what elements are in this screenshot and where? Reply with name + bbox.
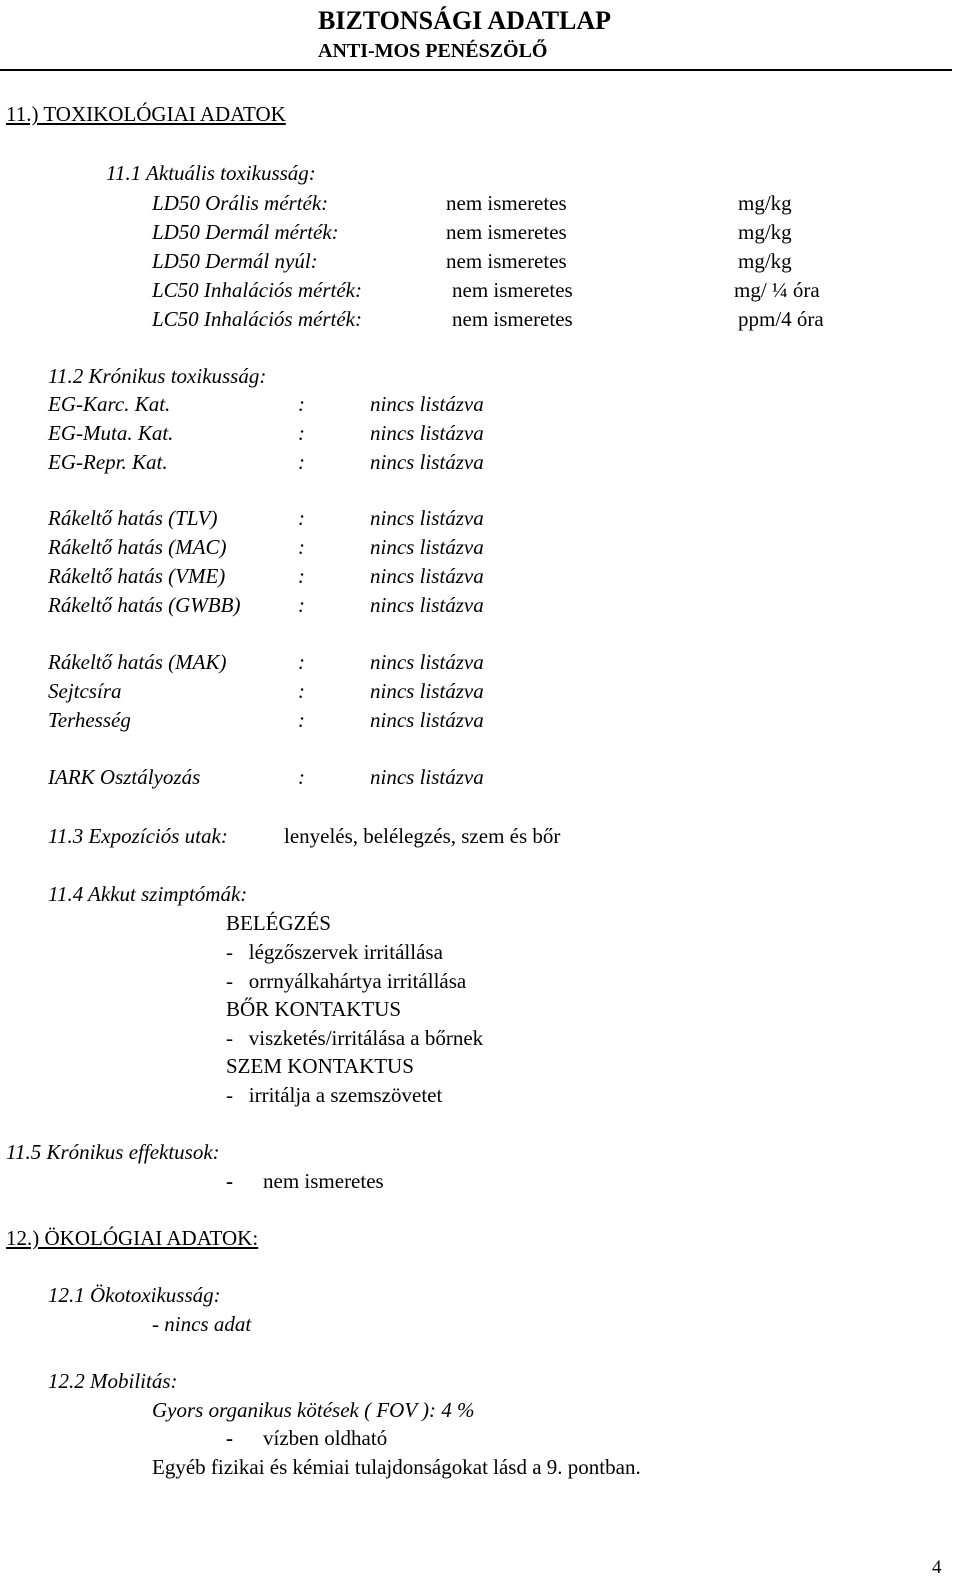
acute-row-label: LD50 Dermál mérték: — [152, 220, 339, 244]
symptom-item: - orrnyálkahártya irritállása — [226, 969, 467, 993]
acute-row-value: nem ismeretes — [452, 278, 573, 302]
symptom-group: BŐR KONTAKTUS — [226, 997, 402, 1021]
symptom-group: BELÉGZÉS — [226, 911, 331, 935]
chronic-row-label: IARK Osztályozás — [48, 765, 201, 789]
chronic-row-separator: : — [298, 679, 305, 703]
chronic-row-separator: : — [298, 450, 305, 474]
header-divider — [0, 69, 952, 71]
chronic-row-value: nincs listázva — [370, 392, 484, 416]
chronic-row-label: Rákeltő hatás (MAC) — [48, 535, 227, 559]
symptom-item: - irritálja a szemszövetet — [226, 1083, 443, 1107]
chronic-row-value: nincs listázva — [370, 593, 484, 617]
chronic-row-label: EG-Repr. Kat. — [48, 450, 168, 474]
acute-row-unit: mg/ ¼ óra — [734, 278, 820, 302]
chronic-row-value: nincs listázva — [370, 450, 484, 474]
section-12-heading: 12.) ÖKOLÓGIAI ADATOK: — [6, 1226, 259, 1250]
chronic-row-label: EG-Muta. Kat. — [48, 421, 174, 445]
chronic-row-separator: : — [298, 392, 305, 416]
chronic-row-separator: : — [298, 593, 305, 617]
acute-row-unit: mg/kg — [738, 249, 792, 273]
chronic-row-separator: : — [298, 564, 305, 588]
chronic-row-value: nincs listázva — [370, 765, 484, 789]
chronic-row-label: Sejtcsíra — [48, 679, 122, 703]
document-title: BIZTONSÁGI ADATLAP — [318, 6, 612, 35]
section-11-heading: 11.) TOXIKOLÓGIAI ADATOK — [6, 102, 286, 126]
chronic-row-value: nincs listázva — [370, 535, 484, 559]
chronic-row-label: EG-Karc. Kat. — [48, 392, 171, 416]
acute-row-value: nem ismeretes — [446, 220, 567, 244]
fov-value: Gyors organikus kötések ( FOV ): 4 % — [152, 1398, 475, 1422]
acute-row-unit: ppm/4 óra — [738, 307, 824, 331]
chronic-row-separator: : — [298, 421, 305, 445]
s11-1-title: 11.1 Aktuális toxikusság: — [106, 161, 316, 185]
chronic-row-separator: : — [298, 506, 305, 530]
ecotoxicity-value: - nincs adat — [152, 1312, 252, 1336]
s12-1-title: 12.1 Ökotoxikusság: — [48, 1283, 221, 1307]
chronic-row-separator: : — [298, 708, 305, 732]
acute-row-value: nem ismeretes — [446, 249, 567, 273]
chronic-row-value: nincs listázva — [370, 650, 484, 674]
chronic-row-label: Rákeltő hatás (GWBB) — [48, 593, 241, 617]
chronic-row-label: Rákeltő hatás (TLV) — [48, 506, 218, 530]
acute-row-value: nem ismeretes — [446, 191, 567, 215]
s11-3-title: 11.3 Expozíciós utak: — [48, 824, 228, 848]
product-name: ANTI-MOS PENÉSZÖLŐ — [318, 40, 548, 62]
solubility-value: vízben oldható — [263, 1426, 388, 1450]
acute-row-unit: mg/kg — [738, 220, 792, 244]
exposure-routes: lenyelés, belélegzés, szem és bőr — [284, 824, 561, 848]
s11-2-title: 11.2 Krónikus toxikusság: — [48, 364, 267, 388]
acute-row-label: LD50 Dermál nyúl: — [152, 249, 318, 273]
chronic-row-value: nincs listázva — [370, 679, 484, 703]
chronic-row-value: nincs listázva — [370, 708, 484, 732]
chronic-row-value: nincs listázva — [370, 506, 484, 530]
chronic-row-separator: : — [298, 765, 305, 789]
bullet-dash: - — [226, 1426, 233, 1450]
chronic-row-separator: : — [298, 650, 305, 674]
s12-2-title: 12.2 Mobilitás: — [48, 1369, 178, 1393]
symptom-item: - viszketés/irritálása a bőrnek — [226, 1026, 484, 1050]
chronic-row-value: nincs listázva — [370, 421, 484, 445]
chronic-row-label: Terhesség — [48, 708, 131, 732]
chronic-row-label: Rákeltő hatás (VME) — [48, 564, 226, 588]
chronic-row-value: nincs listázva — [370, 564, 484, 588]
s11-4-title: 11.4 Akkut szimptómák: — [48, 882, 248, 906]
symptom-item: - légzőszervek irritállása — [226, 940, 443, 964]
chronic-row-label: Rákeltő hatás (MAK) — [48, 650, 227, 674]
bullet-dash: - — [226, 1169, 233, 1193]
acute-row-label: LD50 Orális mérték: — [152, 191, 329, 215]
symptom-group: SZEM KONTAKTUS — [226, 1054, 414, 1078]
acute-row-label: LC50 Inhalációs mérték: — [152, 278, 362, 302]
chronic-effects-value: nem ismeretes — [263, 1169, 384, 1193]
acute-row-unit: mg/kg — [738, 191, 792, 215]
acute-row-label: LC50 Inhalációs mérték: — [152, 307, 362, 331]
acute-row-value: nem ismeretes — [452, 307, 573, 331]
s11-5-title: 11.5 Krónikus effektusok: — [6, 1140, 220, 1164]
chronic-row-separator: : — [298, 535, 305, 559]
page-number: 4 — [932, 1557, 942, 1578]
other-properties-note: Egyéb fizikai és kémiai tulajdonságokat lásd a 9. pontban. — [152, 1455, 641, 1479]
